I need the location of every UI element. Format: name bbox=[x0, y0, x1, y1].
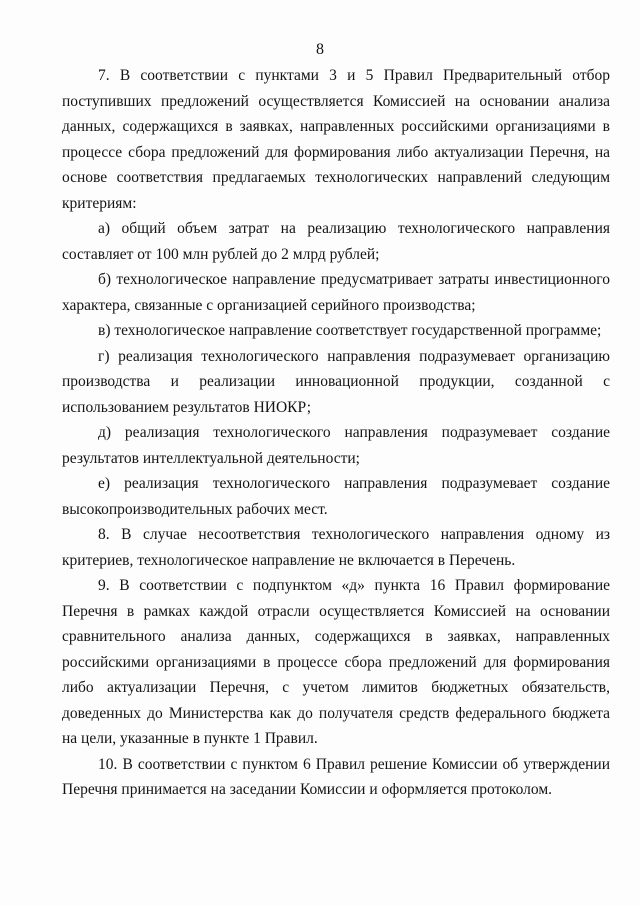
paragraph-7: 7. В соответствии с пунктами 3 и 5 Правил Предварительный отбор поступивших предложений осуществляется Комиссией на основании анализа данных, содержащихся в заявках, направленных российскими организациями в процессе сбора предложений для формирования либо актуализации Перечня, на основе соответствия предлагаемых технологических направлений следующим критериям: bbox=[62, 67, 610, 212]
criterion-b: б) технологическое направление предусматривает затраты инвестиционного характера, связанные с организацией серийного производства; bbox=[62, 271, 610, 314]
paragraph-8: 8. В случае несоответствия технологического направления одному из критериев, технологическое направление не включается в Перечень. bbox=[62, 526, 610, 569]
page-number: 8 bbox=[316, 41, 324, 58]
paragraph-9: 9. В соответствии с подпунктом «д» пункта 16 Правил формирование Перечня в рамках каждой отрасли осуществляется Комиссией на основании сравнительного анализа данных, содержащихся в заявках, направленных российскими организациями в процессе сбора предложений для формирования либо актуализации Перечня, с учетом лимитов бюджетных обязательств, доведенных до Министерства как до получателя средств федерального бюджета на цели, указанные в пункте 1 Правил. bbox=[62, 577, 610, 747]
criterion-c: в) технологическое направление соответствует государственной программе; bbox=[98, 322, 602, 339]
criterion-e: д) реализация технологического направления подразумевает создание результатов интеллектуальной деятельности; bbox=[62, 424, 610, 467]
document-body bbox=[62, 63, 610, 803]
criterion-d: г) реализация технологического направления подразумевает организацию производства и реализации инновационной продукции, созданной с использованием результатов НИОКР; bbox=[62, 347, 610, 416]
paragraph-10: 10. В соответствии с пунктом 6 Правил решение Комиссии об утверждении Перечня принимается на заседании Комиссии и оформляется протоколом. bbox=[62, 755, 610, 798]
criterion-a: а) общий объем затрат на реализацию технологического направления составляет от 100 млн рублей до 2 млрд рублей; bbox=[62, 220, 610, 263]
criterion-f: е) реализация технологического направления подразумевает создание высокопроизводительных рабочих мест. bbox=[62, 475, 610, 518]
